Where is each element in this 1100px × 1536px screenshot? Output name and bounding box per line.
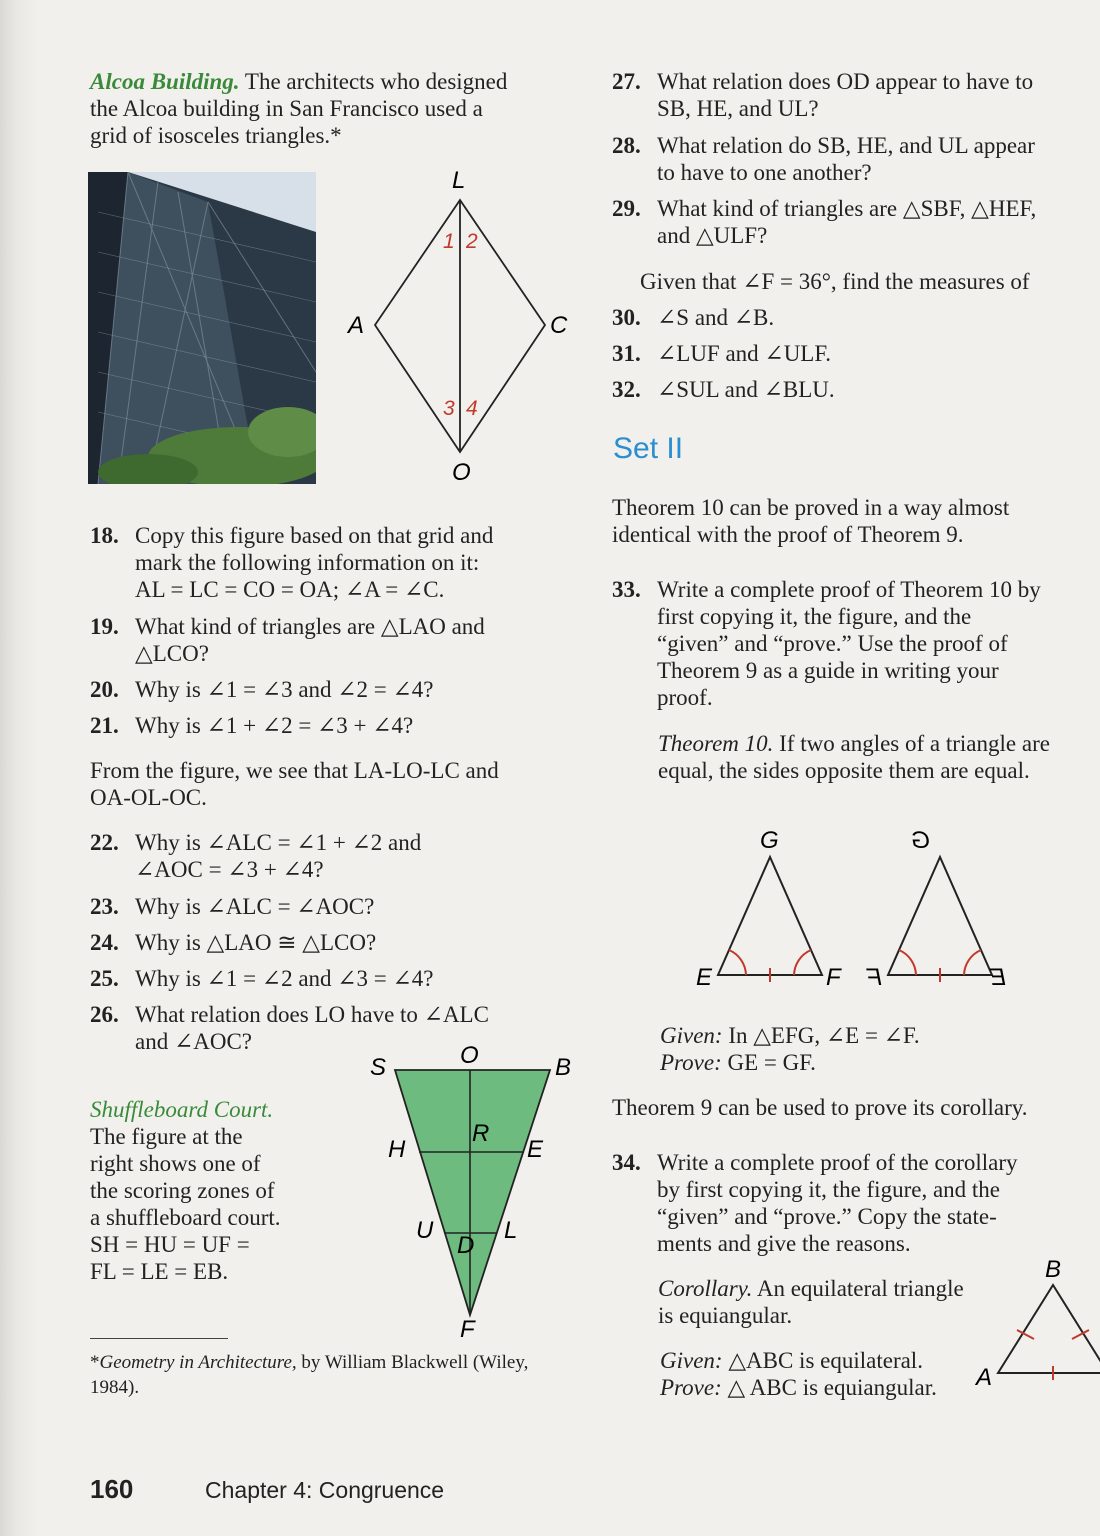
vertex-L: L <box>452 167 466 194</box>
question-29 <box>612 195 1100 249</box>
question-line: and ∠AOC? <box>135 1029 252 1054</box>
question-line: and △ULF? <box>657 223 768 248</box>
question-line: Why is ∠1 = ∠3 and ∠2 = ∠4? <box>135 677 434 702</box>
question-line: What relation do SB, HE, and UL appear <box>657 133 1035 158</box>
question-number: 32. <box>612 377 641 402</box>
question-line: AL = LC = CO = OA; ∠A = ∠C. <box>135 577 445 602</box>
question-line: Why is ∠ALC = ∠AOC? <box>135 894 375 919</box>
question-18 <box>90 522 560 603</box>
footnote <box>90 1350 570 1400</box>
question-number: 24. <box>90 930 119 955</box>
paragraph-line: OA-OL-OC. <box>90 785 207 810</box>
question-21 <box>90 712 560 739</box>
from-figure-paragraph <box>90 757 560 811</box>
mirrored-label-E: E <box>989 964 1006 991</box>
question-number: 29. <box>612 196 641 221</box>
mirrored-label-G: G <box>911 827 930 854</box>
question-number: 18. <box>90 523 119 548</box>
question-line: first copying it, the figure, and the <box>657 604 972 629</box>
question-number: 30. <box>612 305 641 330</box>
vertex-C: C <box>550 312 568 339</box>
point-E: E <box>527 1136 544 1163</box>
paragraph-line: FL = LE = EB. <box>90 1259 229 1284</box>
vertex-B: B <box>1045 1256 1062 1283</box>
paragraph-line: SH = HU = UF = <box>90 1232 250 1257</box>
mirrored-label-F: F <box>867 964 882 991</box>
question-number: 22. <box>90 830 119 855</box>
question-20 <box>90 676 560 703</box>
question-line: by first copying it, the figure, and the <box>657 1177 1001 1202</box>
question-25 <box>90 965 560 992</box>
shuffleboard-title: Shuffleboard Court. <box>90 1097 274 1122</box>
chapter-title: Chapter 4: Congruence <box>205 1477 445 1503</box>
label-G: G <box>760 827 779 854</box>
question-34 <box>612 1149 1100 1257</box>
shuffleboard-zone <box>395 1070 550 1315</box>
question-line: Write a complete proof of Theorem 10 by <box>657 577 1041 602</box>
given-label: Given: <box>660 1023 723 1048</box>
abc-triangle-figure <box>970 1255 1100 1395</box>
vertex-A: A <box>976 1364 993 1391</box>
question-32 <box>612 376 1100 403</box>
given-text: △ABC is equilateral. <box>728 1348 923 1373</box>
intro-paragraph <box>90 68 560 149</box>
question-number: 23. <box>90 894 119 919</box>
question-33 <box>612 576 1100 711</box>
angle-2-label: 2 <box>466 230 478 253</box>
question-line: mark the following information on it: <box>135 550 480 575</box>
paragraph-line: the scoring zones of <box>90 1178 275 1203</box>
intro-line3: grid of isosceles triangles.* <box>90 123 342 148</box>
footnote-book-title: Geometry in Architecture, <box>99 1352 297 1373</box>
given-prove-corollary <box>660 1347 980 1401</box>
question-line: to have to one another? <box>657 160 872 185</box>
point-U: U <box>416 1217 434 1244</box>
question-line: Why is ∠ALC = ∠1 + ∠2 and <box>135 830 422 855</box>
question-line: ∠SUL and ∠BLU. <box>657 377 835 402</box>
question-line: Theorem 9 as a guide in writing your <box>657 658 999 683</box>
question-24 <box>90 929 560 956</box>
question-number: 19. <box>90 614 119 639</box>
point-B: B <box>555 1054 572 1081</box>
given-prove-10 <box>660 1022 1100 1076</box>
question-number: 34. <box>612 1150 641 1175</box>
question-27 <box>612 68 1100 122</box>
question-line: What relation does LO have to ∠ALC <box>135 1002 489 1027</box>
question-line: ∠S and ∠B. <box>657 305 775 330</box>
alcoa-building-photo <box>88 172 316 484</box>
corollary-text: is equiangular. <box>658 1303 793 1328</box>
question-line: △LCO? <box>135 641 209 666</box>
question-30 <box>612 304 1100 331</box>
question-number: 33. <box>612 577 641 602</box>
prove-label: Prove: <box>660 1050 722 1075</box>
paragraph-line: identical with the proof of Theorem 9. <box>612 522 964 547</box>
prove-label: Prove: <box>660 1375 722 1400</box>
point-O: O <box>460 1042 479 1069</box>
question-number: 27. <box>612 69 641 94</box>
question-line: “given” and “prove.” Copy the state- <box>657 1204 997 1229</box>
footnote-rule <box>90 1338 228 1339</box>
corollary <box>658 1275 988 1329</box>
angle-1-label: 1 <box>443 230 455 253</box>
set2-intro <box>612 494 1100 548</box>
label-E: E <box>696 964 713 991</box>
corollary-label: Corollary. <box>658 1276 753 1301</box>
given-label: Given: <box>660 1348 723 1373</box>
intro-line1: The architects who designed <box>244 69 508 94</box>
question-line: “given” and “prove.” Use the proof of <box>657 631 1008 656</box>
paragraph-line: a shuffleboard court. <box>90 1205 281 1230</box>
page-number: 160 <box>90 1474 134 1504</box>
question-number: 21. <box>90 713 119 738</box>
corollary-text: An equilateral triangle <box>756 1276 964 1301</box>
question-line: Copy this figure based on that grid and <box>135 523 494 548</box>
shuffleboard-paragraph <box>90 1096 350 1285</box>
theorem-10 <box>658 730 1100 784</box>
prove-text: GE = GF. <box>727 1050 816 1075</box>
footnote-year: 1984). <box>90 1377 140 1398</box>
question-line: ments and give the reasons. <box>657 1231 911 1256</box>
paragraph-line: The figure at the <box>90 1124 243 1149</box>
point-D: D <box>457 1232 475 1259</box>
vertex-O: O <box>452 459 471 486</box>
point-R: R <box>472 1120 490 1147</box>
question-line: What kind of triangles are △LAO and <box>135 614 485 639</box>
paragraph-line: Theorem 10 can be proved in a way almost <box>612 495 1010 520</box>
intro-line2: the Alcoa building in San Francisco used a <box>90 96 483 121</box>
question-line: What kind of triangles are △SBF, △HEF, <box>657 196 1037 221</box>
angle-3-label: 3 <box>443 397 455 420</box>
question-line: Why is ∠1 = ∠2 and ∠3 = ∠4? <box>135 966 434 991</box>
paragraph-line: right shows one of <box>90 1151 261 1176</box>
question-31 <box>612 340 1100 367</box>
vertex-A: A <box>348 312 365 339</box>
section-heading: Set II <box>613 432 684 465</box>
point-H: H <box>388 1136 406 1163</box>
question-28 <box>612 132 1100 186</box>
question-23 <box>90 893 560 920</box>
paragraph-line: From the figure, we see that LA-LO-LC and <box>90 758 499 783</box>
question-line: Why is ∠1 + ∠2 = ∠3 + ∠4? <box>135 713 414 738</box>
footnote-text: by William Blackwell (Wiley, <box>301 1352 529 1373</box>
page-binding-shadow <box>0 0 38 1536</box>
footnote-marker: * <box>90 1352 100 1373</box>
question-line: SB, HE, and UL? <box>657 96 819 121</box>
question-number: 25. <box>90 966 119 991</box>
point-L: L <box>504 1217 518 1244</box>
question-number: 31. <box>612 341 641 366</box>
kite-figure <box>330 160 590 490</box>
intro-title: Alcoa Building. <box>90 69 240 94</box>
question-line: What relation does OD appear to have to <box>657 69 1034 94</box>
prove-text: △ ABC is equiangular. <box>727 1375 937 1400</box>
theorem9-line: Theorem 9 can be used to prove its corollary. <box>612 1095 1028 1120</box>
shuffleboard-figure <box>360 1035 590 1345</box>
question-number: 28. <box>612 133 641 158</box>
question-line: Write a complete proof of the corollary <box>657 1150 1018 1175</box>
theorem-text: If two angles of a triangle are <box>779 731 1050 756</box>
theorem-label: Theorem 10. <box>658 731 774 756</box>
point-S: S <box>370 1054 387 1081</box>
point-F: F <box>460 1316 475 1343</box>
efg-figures <box>690 820 1030 995</box>
question-line: ∠LUF and ∠ULF. <box>657 341 832 366</box>
label-F: F <box>826 964 841 991</box>
theorem-text: equal, the sides opposite them are equal. <box>658 758 1030 783</box>
question-line: Why is △LAO ≅ △LCO? <box>135 930 377 955</box>
question-line: ∠AOC = ∠3 + ∠4? <box>135 857 324 882</box>
question-number: 20. <box>90 677 119 702</box>
given-text: In △EFG, ∠E = ∠F. <box>728 1023 920 1048</box>
question-22 <box>90 829 560 883</box>
given-f-line: Given that ∠F = 36°, find the measures of <box>640 269 1030 294</box>
angle-4-label: 4 <box>466 397 478 420</box>
question-19 <box>90 613 560 667</box>
question-number: 26. <box>90 1002 119 1027</box>
question-line: proof. <box>657 685 713 710</box>
